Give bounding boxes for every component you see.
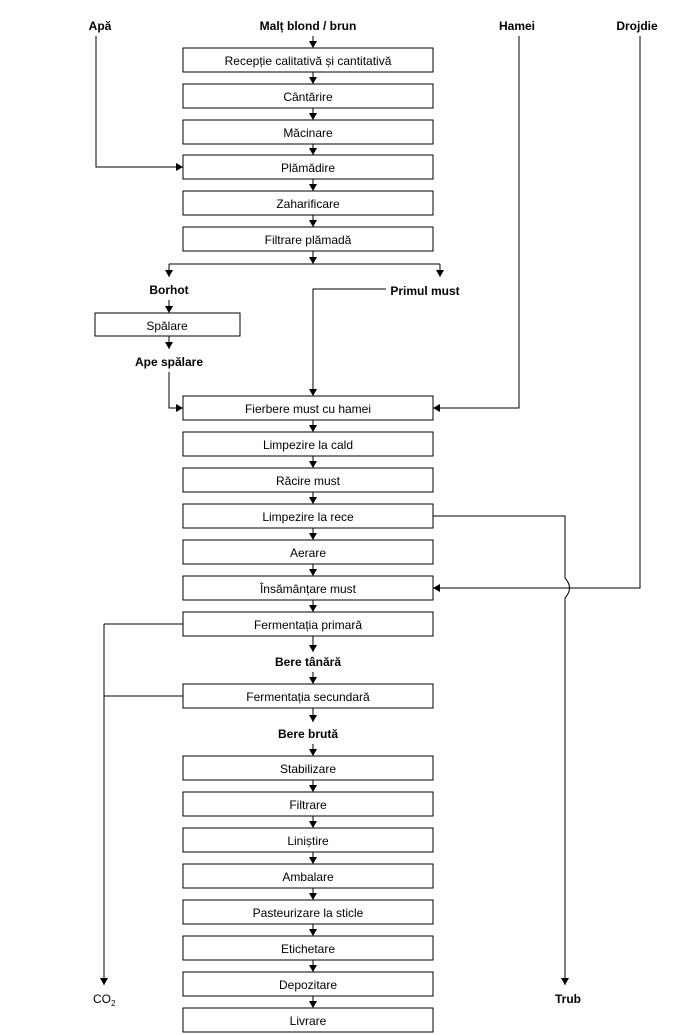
step-fierbere bbox=[183, 396, 433, 420]
step-depozitare bbox=[183, 972, 433, 996]
step-label: Pasteurizare la sticle bbox=[252, 906, 364, 920]
step-label: Cântărire bbox=[283, 90, 333, 104]
step-label: Livrare bbox=[289, 1014, 327, 1028]
step-filtrare bbox=[183, 792, 433, 816]
step-spalare bbox=[95, 313, 240, 336]
step-plamadire bbox=[183, 155, 433, 179]
step-label: Recepție calitativă și cantitativă bbox=[224, 54, 392, 68]
step-linistire bbox=[183, 828, 433, 852]
step-filtrare-plamada bbox=[183, 227, 433, 251]
step-macinare bbox=[183, 120, 433, 144]
input-drojdie: Drojdie bbox=[616, 19, 658, 33]
label-primul-must: Primul must bbox=[390, 284, 460, 298]
input-hamei: Hamei bbox=[498, 19, 536, 33]
label-bere-tanara: Bere tânără bbox=[274, 655, 342, 669]
step-label: Zaharificare bbox=[276, 197, 340, 211]
step-label: Fermentația secundară bbox=[246, 690, 370, 704]
step-label: Fermentația primară bbox=[253, 618, 363, 632]
step-aerare bbox=[183, 540, 433, 564]
step-fermentatie-primara bbox=[183, 612, 433, 636]
step-zaharificare bbox=[183, 191, 433, 215]
step-label: Etichetare bbox=[280, 942, 336, 956]
step-label: Plămădire bbox=[280, 161, 336, 175]
step-label: Limpezire la rece bbox=[262, 510, 354, 524]
label-bere-bruta: Bere brută bbox=[277, 727, 339, 741]
step-fermentatie-secundara bbox=[183, 684, 433, 708]
step-label: Măcinare bbox=[283, 126, 333, 140]
input-malt: Malț blond / brun bbox=[259, 19, 357, 33]
step-label: Fierbere must cu hamei bbox=[244, 402, 372, 416]
step-limpezire-rece bbox=[183, 504, 433, 528]
step-label: Ambalare bbox=[282, 870, 334, 884]
step-label: Limpezire la cald bbox=[262, 438, 354, 452]
label-borhot: Borhot bbox=[149, 283, 189, 297]
step-etichetare bbox=[183, 936, 433, 960]
step-label: Răcire must bbox=[275, 474, 341, 488]
step-label: Spălare bbox=[146, 319, 188, 333]
output-trub: Trub bbox=[555, 992, 581, 1006]
input-apa: Apă bbox=[88, 19, 112, 33]
step-receptie bbox=[183, 48, 433, 72]
step-racire-must bbox=[183, 468, 433, 492]
step-stabilizare bbox=[183, 756, 433, 780]
step-cantarire bbox=[183, 84, 433, 108]
label-ape-spalare: Ape spălare bbox=[134, 355, 204, 369]
step-label: Aerare bbox=[289, 546, 327, 560]
step-insamantare bbox=[183, 576, 433, 600]
output-co2: $CO_2$ bbox=[93, 992, 116, 1008]
step-pasteurizare bbox=[183, 900, 433, 924]
step-label: Liniștire bbox=[287, 834, 329, 848]
step-ambalare bbox=[183, 864, 433, 888]
step-limpezire-cald bbox=[183, 432, 433, 456]
step-label: Filtrare plămadă bbox=[264, 233, 352, 247]
step-label: Stabilizare bbox=[279, 762, 337, 776]
step-label: Însămânțare must bbox=[259, 582, 357, 596]
step-label: Depozitare bbox=[278, 978, 338, 992]
step-livrare bbox=[183, 1008, 433, 1032]
step-label: Filtrare bbox=[289, 798, 327, 812]
